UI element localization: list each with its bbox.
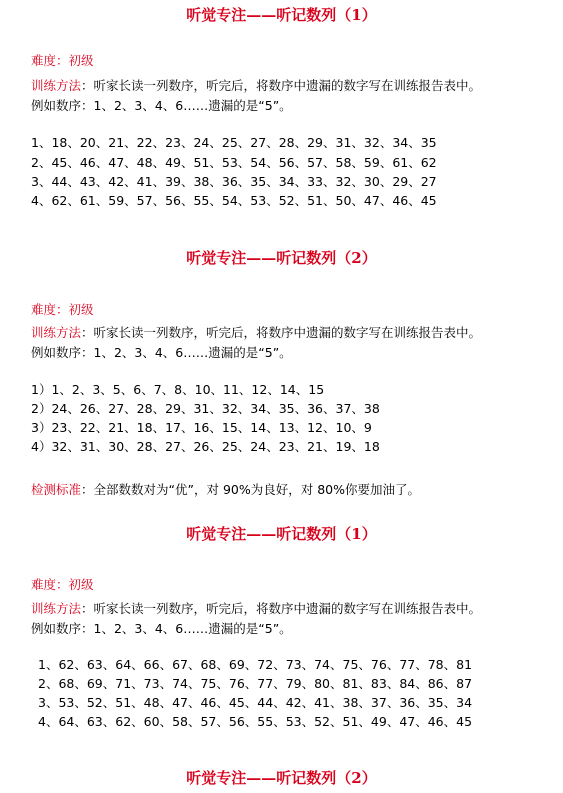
section-2-example: 例如数序：1、2、3、4、6……遗漏的是“5”。 bbox=[31, 345, 292, 360]
section-1-difficulty: 难度：初级 bbox=[31, 53, 94, 68]
section-2-method bbox=[31, 324, 481, 342]
section-2-standard-label: 检测标准 bbox=[31, 482, 82, 497]
section-3-method-label: 训练方法 bbox=[31, 601, 82, 616]
sequence-row: 4、64、63、62、60、58、57、56、55、53、52、51、49、47、46、45 bbox=[38, 714, 473, 729]
section-2-title: 听觉专注——听记数列（2） bbox=[186, 249, 377, 267]
sequence-row: 4）32、31、30、28、27、26、25、24、23、21、19、18 bbox=[31, 439, 380, 454]
section-1-method-label: 训练方法 bbox=[31, 78, 82, 93]
section-1-method bbox=[31, 77, 481, 95]
sequence-row: 3、44、43、42、41、39、38、36、35、34、33、32、30、29、27 bbox=[31, 174, 437, 189]
section-3-difficulty: 难度：初级 bbox=[31, 577, 94, 592]
sequence-row: 3、53、52、51、48、47、46、45、44、42、41、38、37、36、35、34 bbox=[38, 695, 473, 710]
sequence-row: 1）1、2、3、5、6、7、8、10、11、12、14、15 bbox=[31, 382, 325, 397]
section-2-method-label: 训练方法 bbox=[31, 325, 82, 340]
sequence-row: 2、68、69、71、73、74、75、76、77、79、80、81、83、84、86、87 bbox=[38, 676, 473, 691]
section-3-method-text: ：听家长读一列数序，听完后，将数序中遗漏的数字写在训练报告表中。 bbox=[81, 601, 482, 616]
section-2-standard-text: ：全部数数对为“优”，对 90%为良好，对 80%你要加油了。 bbox=[81, 482, 420, 497]
section-3-method bbox=[31, 600, 481, 618]
section-1-title: 听觉专注——听记数列（1） bbox=[186, 6, 377, 24]
section-2-standard bbox=[31, 481, 420, 499]
section-3-title: 听觉专注——听记数列（1） bbox=[186, 525, 377, 543]
section-4-title: 听觉专注——听记数列（2） bbox=[186, 769, 377, 787]
section-1-method-text: ：听家长读一列数序，听完后，将数序中遗漏的数字写在训练报告表中。 bbox=[81, 78, 482, 93]
section-2-method-text: ：听家长读一列数序，听完后，将数序中遗漏的数字写在训练报告表中。 bbox=[81, 325, 482, 340]
sequence-row: 1、18、20、21、22、23、24、25、27、28、29、31、32、34、35 bbox=[31, 135, 437, 150]
sequence-row: 1、62、63、64、66、67、68、69、72、73、74、75、76、77、78、81 bbox=[38, 657, 473, 672]
sequence-row: 4、62、61、59、57、56、55、54、53、52、51、50、47、46、45 bbox=[31, 193, 437, 208]
section-1-example: 例如数序：1、2、3、4、6……遗漏的是“5”。 bbox=[31, 98, 292, 113]
sequence-row: 3）23、22、21、18、17、16、15、14、13、12、10、9 bbox=[31, 420, 372, 435]
section-2-difficulty: 难度：初级 bbox=[31, 302, 94, 317]
sequence-row: 2）24、26、27、28、29、31、32、34、35、36、37、38 bbox=[31, 401, 380, 416]
sequence-row: 2、45、46、47、48、49、51、53、54、56、57、58、59、61、62 bbox=[31, 155, 437, 170]
section-3-example: 例如数序：1、2、3、4、6……遗漏的是“5”。 bbox=[31, 621, 292, 636]
